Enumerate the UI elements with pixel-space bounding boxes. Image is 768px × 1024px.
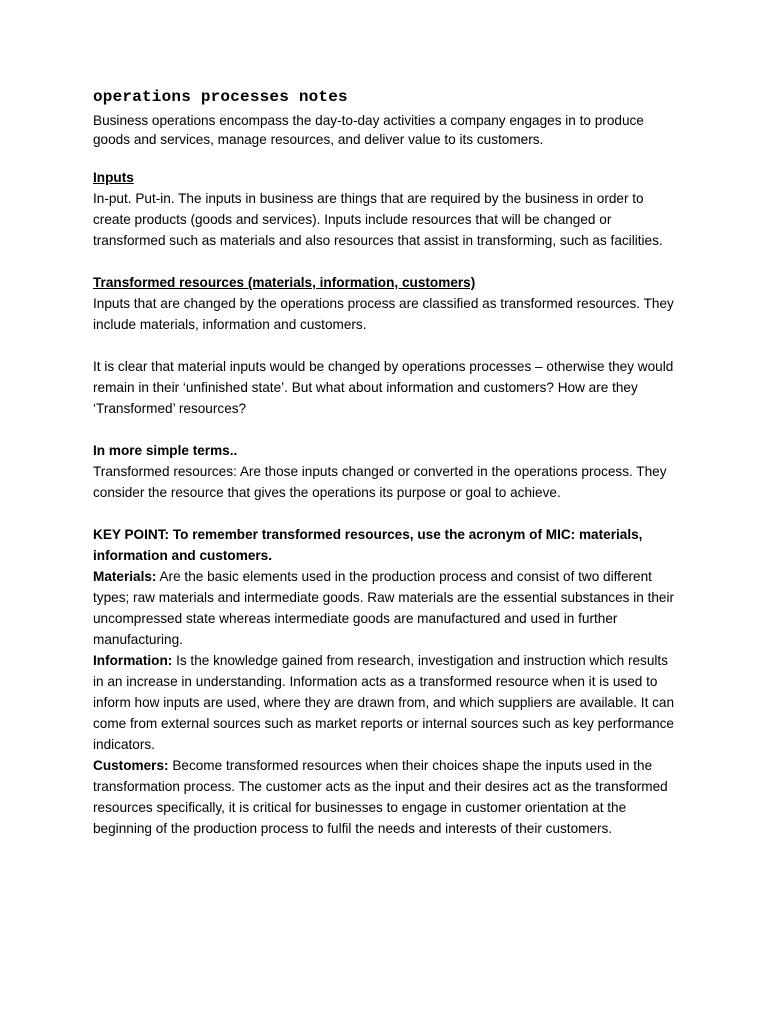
spacer — [93, 335, 678, 356]
customers-text: Become transformed resources when their choices shape the inputs used in the transformation process. The customer acts as the input and their desires act as the transformed resources specifically, it is critical for businesses to engage in customer orientation at the beginning of the production process to fulfil the needs and interests of their customers. — [93, 758, 668, 836]
intro-paragraph: Business operations encompass the day-to-day activities a company engages in to produce goods and services, manage resources, and deliver value to its customers. — [93, 113, 644, 147]
customers-term: Customers: — [93, 758, 169, 773]
materials-text: Are the basic elements used in the production process and consist of two different types; raw materials and intermediate goods. Raw materials are the essential substances in their uncompressed state whereas intermediate goods are manufactured and used in further manufacturing. — [93, 569, 675, 647]
spacer — [93, 419, 678, 440]
materials-term: Materials: — [93, 569, 157, 584]
simple-heading: In more simple terms.. — [93, 443, 238, 458]
inputs-heading: Inputs — [93, 170, 134, 185]
transformed-heading: Transformed resources (materials, information, customers) — [93, 275, 476, 290]
information-text: Is the knowledge gained from research, investigation and instruction which results in an increase in understanding. Information acts as a transformed resource when it is used to inform how inputs are used, where they are drawn from, and which suppliers are available. It can come from external sources such as market reports or internal sources such as key performance indicators. — [93, 653, 675, 752]
information-term: Information: — [93, 653, 173, 668]
spacer — [93, 149, 678, 167]
key-point: KEY POINT: To remember transformed resources, use the acronym of MIC: materials, information and customers. — [93, 527, 643, 563]
inputs-body: In-put. Put-in. The inputs in business are things that are required by the business in order to create products (goods and services). Inputs include resources that will be changed or transformed such as materials and also resources that assist in transforming, such as facilities. — [93, 191, 663, 248]
transformed-body: Inputs that are changed by the operations process are classified as transformed resources. They include materials, information and customers. — [93, 296, 674, 332]
mic-section — [93, 524, 678, 839]
document-title: operations processes notes — [93, 88, 348, 106]
document-page — [93, 86, 678, 839]
spacer — [93, 503, 678, 524]
transformed-para2: It is clear that material inputs would be changed by operations processes – otherwise they would remain in their ‘unfinished state’. But what about information and customers? How are they ‘Transformed’ resources? — [93, 359, 674, 416]
inputs-section — [93, 167, 678, 251]
simple-section — [93, 440, 678, 503]
spacer — [93, 251, 678, 272]
simple-body: Transformed resources: Are those inputs changed or converted in the operations process. They consider the resource that gives the operations its purpose or goal to achieve. — [93, 464, 667, 500]
transformed-section — [93, 272, 678, 335]
